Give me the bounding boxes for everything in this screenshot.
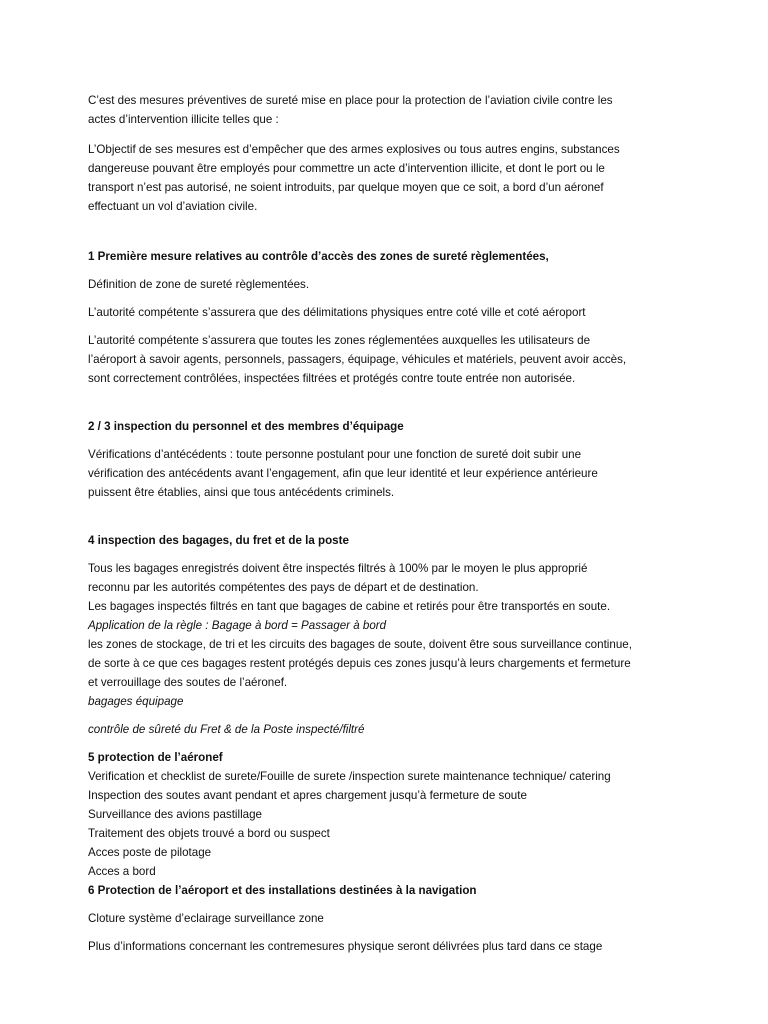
text-line: de sorte à ce que ces bagages restent protégés depuis ces zones jusqu’à leurs chargements et fermeture [88, 657, 631, 670]
list-item: Acces a bord [88, 865, 156, 878]
baggage-rule: Application de la règle : Bagage à bord = Passager à bord [88, 619, 387, 632]
freight-control-note: contrôle de sûreté du Fret & de la Poste inspecté/filtré [88, 723, 365, 736]
section-5-list [88, 767, 688, 881]
text-line: Les bagages inspectés filtrés en tant que bagages de cabine et retirés pour être transportés en soute. [88, 600, 611, 613]
objective-paragraph [88, 140, 688, 216]
section-5-heading: 5 protection de l’aéronef [88, 751, 223, 764]
text-line: effectuant un vol d’aviation civile. [88, 200, 258, 213]
section-6-line-1: Cloture système d’eclairage surveillance zone [88, 912, 324, 925]
list-item: Acces poste de pilotage [88, 846, 212, 859]
section-6-heading: 6 Protection de l’aéroport et des installations destinées à la navigation [88, 884, 477, 897]
section-1-heading: 1 Première mesure relatives au contrôle d’accès des zones de sureté règlementées, [88, 250, 549, 263]
document-page [88, 91, 688, 956]
intro-paragraph [88, 91, 688, 129]
text-line: L’autorité compétente s’assurera que toutes les zones réglementées auxquelles les utilisateurs de [88, 334, 591, 347]
list-item: Surveillance des avions pastillage [88, 808, 263, 821]
text-line: puissent être établies, ainsi que tous antécédents criminels. [88, 486, 395, 499]
crew-baggage-note: bagages équipage [88, 695, 184, 708]
section-6-line-2: Plus d’informations concernant les contremesures physique seront délivrées plus tard dans ce stage [88, 940, 603, 953]
text-line: les zones de stockage, de tri et les circuits des bagages de soute, doivent être sous surveillance continue, [88, 638, 632, 651]
section-4-paragraph [88, 559, 688, 711]
text-line: Tous les bagages enregistrés doivent être inspectés filtrés à 100% par le moyen le plus approprié [88, 562, 588, 575]
section-2-paragraph [88, 445, 688, 502]
section-2-heading: 2 / 3 inspection du personnel et des membres d’équipage [88, 420, 404, 433]
text-line: Vérifications d’antécédents : toute personne postulant pour une fonction de sureté doit subir une [88, 448, 582, 461]
text-line: C’est des mesures préventives de sureté mise en place pour la protection de l’aviation civile contre les [88, 94, 613, 107]
text-line: dangereuse pouvant être employés pour commettre un acte d’intervention illicite, et dont le port ou le [88, 162, 605, 175]
text-line: sont correctement contrôlées, inspectées filtrées et protégés contre toute entrée non autorisée. [88, 372, 576, 385]
section-1-definition: Définition de zone de sureté règlementées. [88, 278, 310, 291]
list-item: Inspection des soutes avant pendant et apres chargement jusqu’à fermeture de soute [88, 789, 527, 802]
section-1-paragraph-2 [88, 331, 688, 388]
text-line: transport n’est pas autorisé, ne soient introduits, par quelque moyen que ce soit, a bord d’un aéronef [88, 181, 604, 194]
list-item: Traitement des objets trouvé a bord ou suspect [88, 827, 330, 840]
list-item: Verification et checklist de surete/Fouille de surete /inspection surete maintenance technique/ catering [88, 770, 611, 783]
section-4-heading: 4 inspection des bagages, du fret et de la poste [88, 534, 349, 547]
text-line: l’aéroport à savoir agents, personnels, passagers, équipage, véhicules et matériels, peuvent avoir accès, [88, 353, 627, 366]
text-line: et verrouillage des soutes de l’aéronef. [88, 676, 288, 689]
text-line: L’Objectif de ses mesures est d’empêcher que des armes explosives ou tous autres engins, substances [88, 143, 620, 156]
text-line: actes d’intervention illicite telles que : [88, 113, 279, 126]
text-line: vérification des antécédents avant l’engagement, afin que leur identité et leur expérience antérieure [88, 467, 598, 480]
section-1-paragraph-1: L’autorité compétente s’assurera que des délimitations physiques entre coté ville et coté aéroport [88, 306, 586, 319]
text-line: reconnu par les autorités compétentes des pays de départ et de destination. [88, 581, 479, 594]
